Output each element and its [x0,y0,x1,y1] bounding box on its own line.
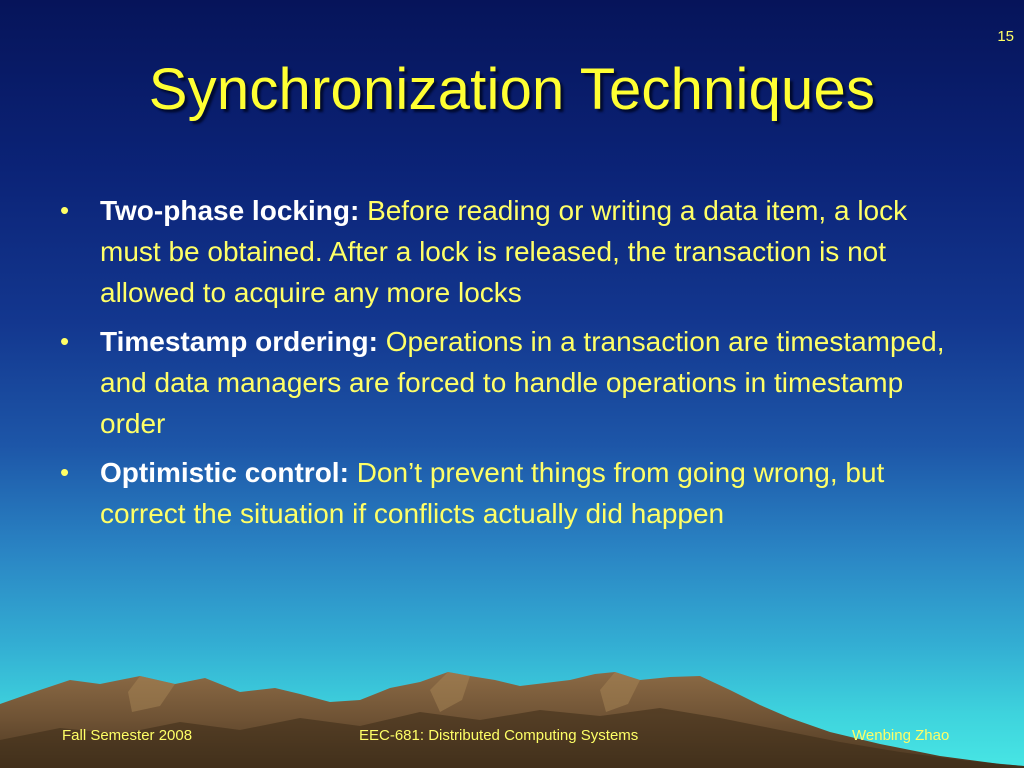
bullet-term: Optimistic control: [100,457,349,488]
slide-number: 15 [997,28,1014,45]
footer-course: EEC-681: Distributed Computing Systems [359,727,639,744]
slide-title: Synchronization Techniques [148,57,876,122]
footer-date: Fall Semester 2008 [62,727,193,744]
bullet-icon: • [60,195,70,225]
bullet-term: Timestamp ordering: [100,326,378,357]
bullet-icon: • [60,457,70,487]
bullet-icon: • [60,326,70,356]
bullet-text: Operations in a transaction are timestamped, and data managers are forced to handle operations in timestamp order [100,326,945,439]
bullet-text: Don’t prevent things from going wrong, but correct the situation if conflicts actually did happen [100,457,885,529]
bullet-text: Before reading or writing a data item, a lock must be obtained. After a lock is released, the transaction is not allowed to acquire any more locks [100,195,908,308]
bullet-term: Two-phase locking: [100,195,360,226]
footer-author: Wenbing Zhao [852,727,950,744]
